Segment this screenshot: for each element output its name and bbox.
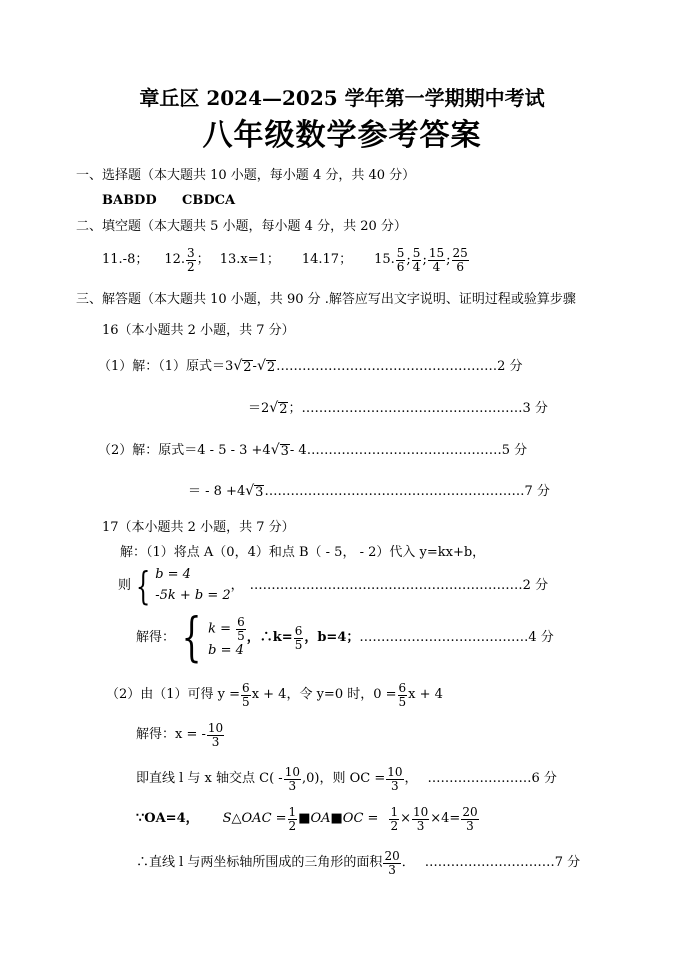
score-dots: ……………………6 分 <box>427 771 557 787</box>
answer-12-fraction: $\frac{3}{2}$ <box>187 245 195 274</box>
answer-14: 14.17； <box>301 252 353 268</box>
q16-p2-label: （2）解：原式＝4 - 5 - 3 +4 <box>98 443 271 459</box>
answer-13: 13.x=1； <box>219 252 280 268</box>
q17-area-line <box>136 806 480 832</box>
brace-icon: { <box>181 608 202 668</box>
choice-answers-2: CBDCA <box>182 193 236 208</box>
answer-15-fraction: $\frac{5}{6}$ <box>396 245 405 274</box>
q16-part2-line1 <box>98 442 527 459</box>
score-dots: …………………………7 分 <box>424 855 581 871</box>
score-dots: …………………………………4 分 <box>359 630 554 646</box>
fraction: $\frac{6}{5}$ <box>242 681 250 709</box>
q16-heading: 16（本小题共 2 小题，共 7 分） <box>102 323 295 338</box>
fraction: $\frac{20}{3}$ <box>384 849 400 877</box>
fraction: $\frac{6}{5}$ <box>398 681 407 709</box>
then-label: 则 <box>118 578 132 593</box>
equation: -5k + b = 2 <box>155 587 231 603</box>
q16-p1-eq: ＝2 <box>248 401 270 417</box>
q17-intersection-line <box>136 766 557 792</box>
sqrt-symbol: √ 2 <box>233 358 252 375</box>
document-title: 章丘区 2024—2025 学年第一学期期中考试 <box>139 86 545 110</box>
choice-answers-1: BABDD <box>102 193 157 208</box>
score-dots: ………………………………………………………2 分 <box>249 578 549 593</box>
equation-system <box>155 565 230 607</box>
q17-line1: 解：（1）将点 A（0，4）和点 B（ - 5， - 2）代入 y=kx+b， <box>120 545 486 560</box>
times-four: ×4= <box>430 811 461 827</box>
sqrt-symbol: √ 3 <box>270 442 289 459</box>
equation-k: k = $\frac{6}{5}$ <box>208 615 245 644</box>
equation: b = 4 <box>155 567 191 582</box>
fraction: $\frac{1}{2}$ <box>390 805 399 833</box>
answer-12-sep: ； <box>196 252 210 268</box>
q17-heading: 17（本小题共 2 小题，共 7 分） <box>102 520 295 535</box>
therefore-k: ，∴k= <box>246 630 293 646</box>
minus-sign: - <box>252 359 257 375</box>
score-dots: ……………………………………………………7 分 <box>264 484 550 500</box>
oa-value: ∵OA=4， <box>136 811 199 827</box>
answer-11: 11.-8； <box>102 252 149 268</box>
q16-p2-eq: ＝ - 8 +4 <box>188 484 246 500</box>
answer-15-sep: ; <box>422 252 427 268</box>
fraction: $\frac{10}{3}$ <box>207 721 224 749</box>
score-dots: ………………………………………5 分 <box>306 443 528 459</box>
period: ． <box>401 855 415 871</box>
fill-answers <box>102 242 470 278</box>
answer-15-label: 15. <box>374 252 395 268</box>
section-heading-choice: 一、选择题（本大题共 10 小题，每小题 4 分，共 40 分） <box>76 168 416 183</box>
final-text: ∴直线 l 与两坐标轴所围成的三角形的面积 <box>136 855 383 871</box>
answer-15-sep: ; <box>446 252 451 268</box>
semicolon: ； <box>288 401 302 417</box>
comma: ， <box>404 771 418 787</box>
score-dots: ……………………………………………3 分 <box>301 401 548 417</box>
answer-12-label: 12. <box>164 252 186 268</box>
comma: ， <box>230 578 244 593</box>
q17-x-solution <box>136 722 225 748</box>
q17-part2-line1 <box>106 682 443 708</box>
answer-15-sep: ; <box>406 252 411 268</box>
q17-p2-text: （2）由（1）可得 y = <box>106 687 241 703</box>
answer-15-fraction: $\frac{25}{6}$ <box>452 245 468 274</box>
c-line-text: 即直线 l 与 x 轴交点 C( - <box>136 771 283 787</box>
equation-b: b = 4 <box>208 642 244 658</box>
q16-p1-coef: 3 <box>225 359 234 375</box>
times-sign: × <box>400 811 411 827</box>
sqrt-symbol: √ 2 <box>256 358 276 375</box>
area-label: S△OAC = <box>222 811 287 827</box>
fraction: $\frac{10}{3}$ <box>387 765 403 793</box>
section-heading-fill: 二、填空题（本大题共 5 小题，每小题 4 分，共 20 分） <box>76 219 407 234</box>
q16-part2-line2 <box>188 483 550 500</box>
q16-p1-label: （1）解：（1）原式＝ <box>98 359 226 375</box>
answer-15-fractions <box>395 247 470 273</box>
fraction: $\frac{6}{5}$ <box>294 623 303 652</box>
c-line-text: ,0)，则 OC = <box>301 771 386 787</box>
brace-icon: { <box>135 563 151 608</box>
solve-label: 解得： <box>136 630 176 646</box>
area-product: ■OA■OC = <box>298 811 379 827</box>
q17-system2 <box>136 608 554 668</box>
fraction: $\frac{20}{3}$ <box>462 805 478 833</box>
score-dots: ……………………………………………2 分 <box>276 359 523 375</box>
sqrt-symbol: √ 2 <box>269 400 288 417</box>
q17-p2-text: x + 4，令 y=0 时，0 = <box>251 687 397 703</box>
equation-system <box>208 616 247 659</box>
answer-15-fraction: $\frac{15}{4}$ <box>428 245 445 274</box>
q17-p2-text: x + 4 <box>408 687 443 703</box>
q17-system1 <box>118 565 548 607</box>
q16-part1-line2 <box>248 400 548 417</box>
section-heading-solve: 三、解答题（本大题共 10 小题，共 90 分 .解答应写出文字说明、证明过程或验算步骤 <box>76 292 576 307</box>
answer-15-fraction: $\frac{5}{4}$ <box>412 245 421 274</box>
document-subtitle: 八年级数学参考答案 <box>202 118 482 153</box>
fraction: $\frac{10}{3}$ <box>412 805 429 833</box>
b-value: ，b=4； <box>304 630 360 646</box>
q16-part1-line1 <box>98 358 523 375</box>
fraction: $\frac{10}{3}$ <box>284 765 300 793</box>
q16-p2-tail: - 4 <box>289 443 307 459</box>
q17-final-line <box>136 850 580 876</box>
sqrt-symbol: √ 3 <box>245 483 264 500</box>
fraction: $\frac{1}{2}$ <box>288 805 297 833</box>
x-solve-label: 解得：x = - <box>136 727 206 743</box>
